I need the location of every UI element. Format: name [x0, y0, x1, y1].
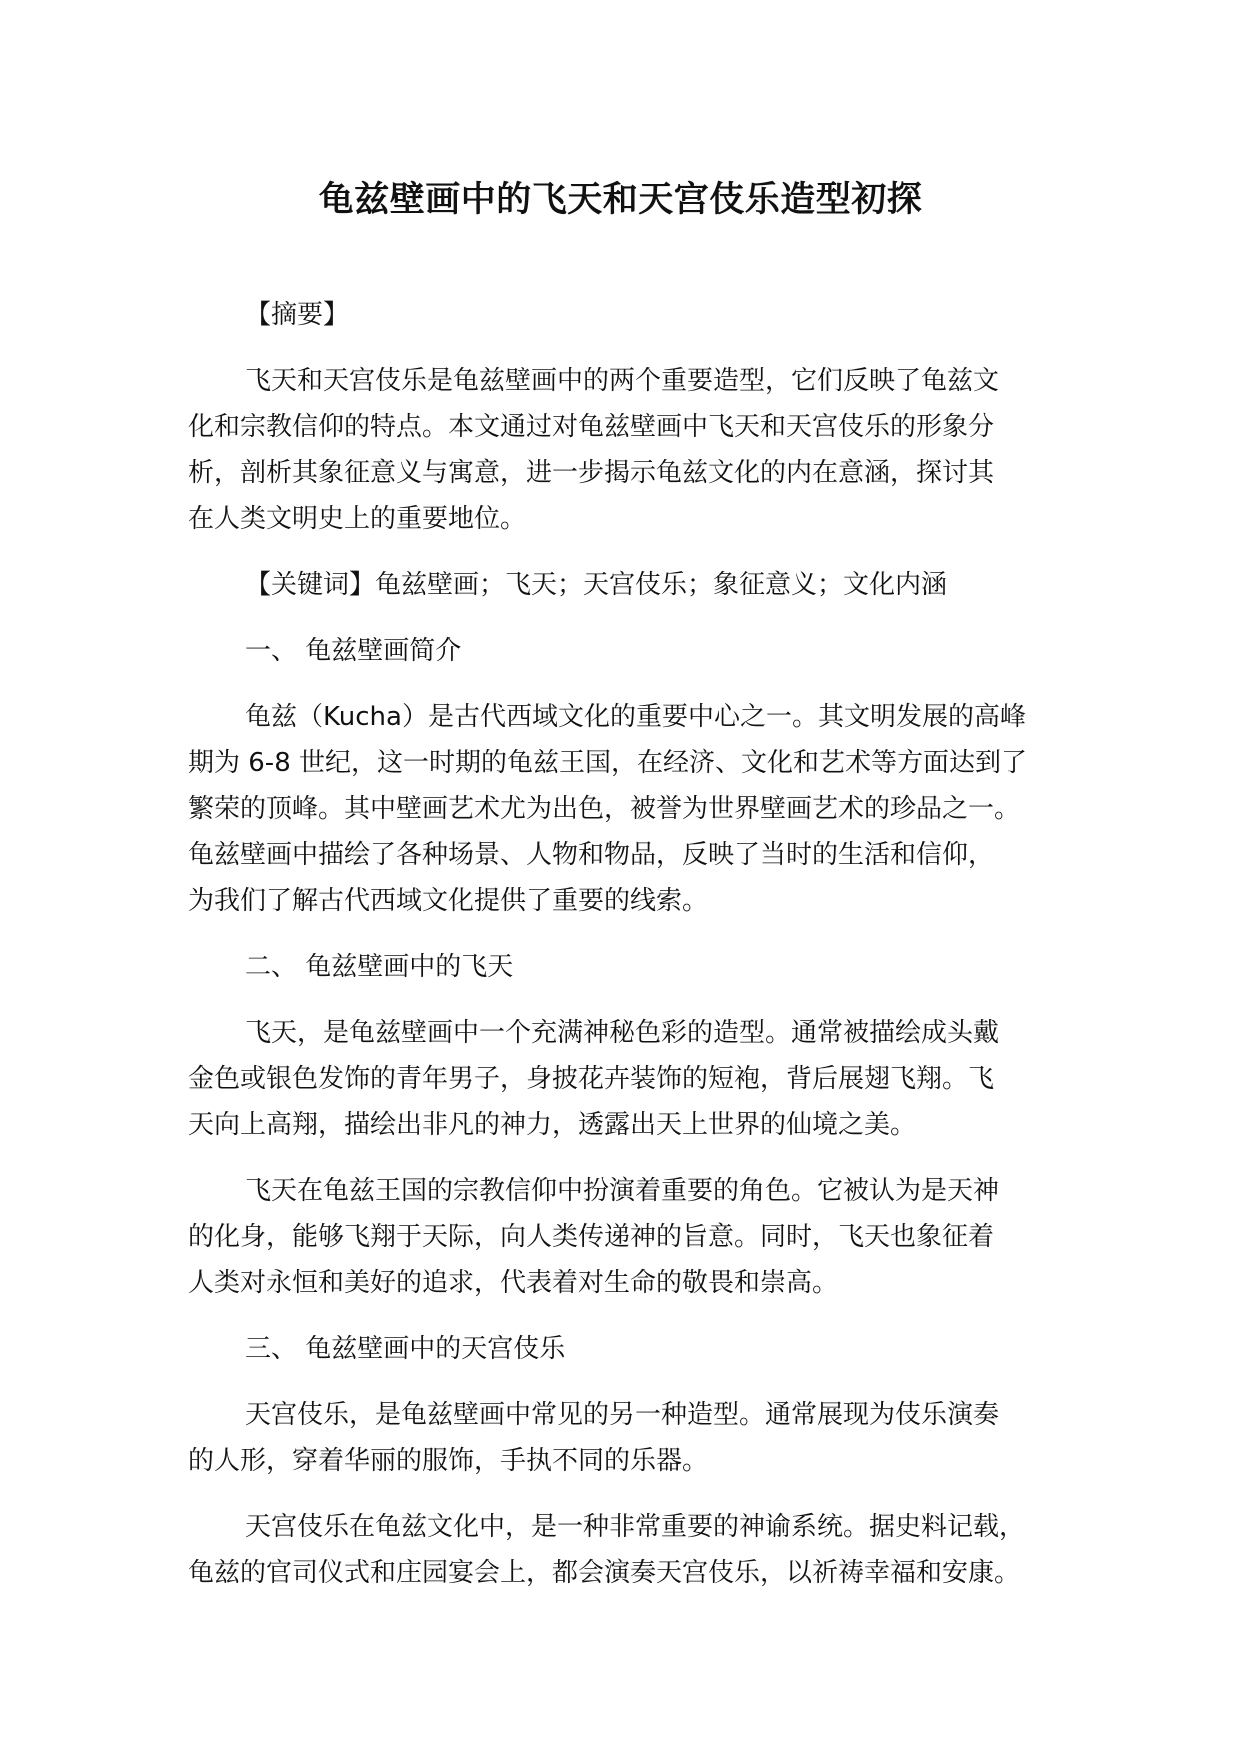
paragraph-line: 金色或银色发饰的青年男子，身披花卉装饰的短袍，背后展翅飞翔。飞 [188, 1064, 995, 1094]
paragraph-line: 繁荣的顶峰。其中壁画艺术尤为出色，被誉为世界壁画艺术的珍品之一。 [188, 794, 1021, 824]
paragraph-line: 的化身，能够飞翔于天际，向人类传递神的旨意。同时，飞天也象征着 [188, 1222, 995, 1252]
paragraph-line: 期为 6-8 世纪，这一时期的龟兹王国，在经济、文化和艺术等方面达到了 [188, 748, 1027, 778]
paragraph-line: 飞天在龟兹王国的宗教信仰中扮演着重要的角色。它被认为是天神 [245, 1176, 1000, 1206]
paragraph-line: 天向上高翔，描绘出非凡的神力，透露出天上世界的仙境之美。 [188, 1110, 917, 1140]
paragraph-line: 为我们了解古代西域文化提供了重要的线索。 [188, 886, 709, 916]
document-title: 龟兹壁画中的飞天和天宫伎乐造型初探 [318, 180, 923, 220]
paragraph-line: 人类对永恒和美好的追求，代表着对生命的敬畏和崇高。 [188, 1268, 839, 1298]
section1-paragraph [188, 694, 1078, 924]
section2-paragraph-1 [188, 1010, 1078, 1148]
abstract-paragraph [188, 358, 1078, 542]
section2-paragraph-2 [188, 1168, 1078, 1306]
section-heading-3: 三、 龟兹壁画中的天宫伎乐 [245, 1334, 566, 1364]
section-heading-2: 二、 龟兹壁画中的飞天 [245, 952, 514, 982]
paragraph-line: 天宫伎乐在龟兹文化中，是一种非常重要的神谕系统。据史料记载， [245, 1512, 1026, 1542]
paragraph-line: 龟兹壁画中描绘了各种场景、人物和物品，反映了当时的生活和信仰， [188, 840, 995, 870]
paragraph-line: 龟兹（Kucha）是古代西域文化的重要中心之一。其文明发展的高峰 [245, 702, 1026, 732]
section3-paragraph-1 [188, 1392, 1078, 1484]
paragraph-line: 的人形，穿着华丽的服饰，手执不同的乐器。 [188, 1446, 709, 1476]
paragraph-line: 析，剖析其象征意义与寓意，进一步揭示龟兹文化的内在意涵，探讨其 [188, 458, 995, 488]
paragraph-line: 化和宗教信仰的特点。本文通过对龟兹壁画中飞天和天宫伎乐的形象分 [188, 412, 995, 442]
paragraph-line: 飞天，是龟兹壁画中一个充满神秘色彩的造型。通常被描绘成头戴 [245, 1018, 1000, 1048]
section3-paragraph-2 [188, 1504, 1078, 1596]
paragraph-line: 在人类文明史上的重要地位。 [188, 504, 527, 534]
paragraph-line: 龟兹的官司仪式和庄园宴会上，都会演奏天宫伎乐，以祈祷幸福和安康。 [188, 1558, 1021, 1588]
abstract-heading: 【摘要】 [245, 300, 350, 330]
section-heading-1: 一、 龟兹壁画简介 [245, 636, 462, 666]
document-body [188, 292, 1078, 1596]
paragraph-line: 天宫伎乐，是龟兹壁画中常见的另一种造型。通常展现为伎乐演奏 [245, 1400, 1000, 1430]
paragraph-line: 飞天和天宫伎乐是龟兹壁画中的两个重要造型，它们反映了龟兹文 [245, 366, 1000, 396]
keywords-line: 【关键词】龟兹壁画；飞天；天宫伎乐；象征意义；文化内涵 [245, 570, 948, 600]
